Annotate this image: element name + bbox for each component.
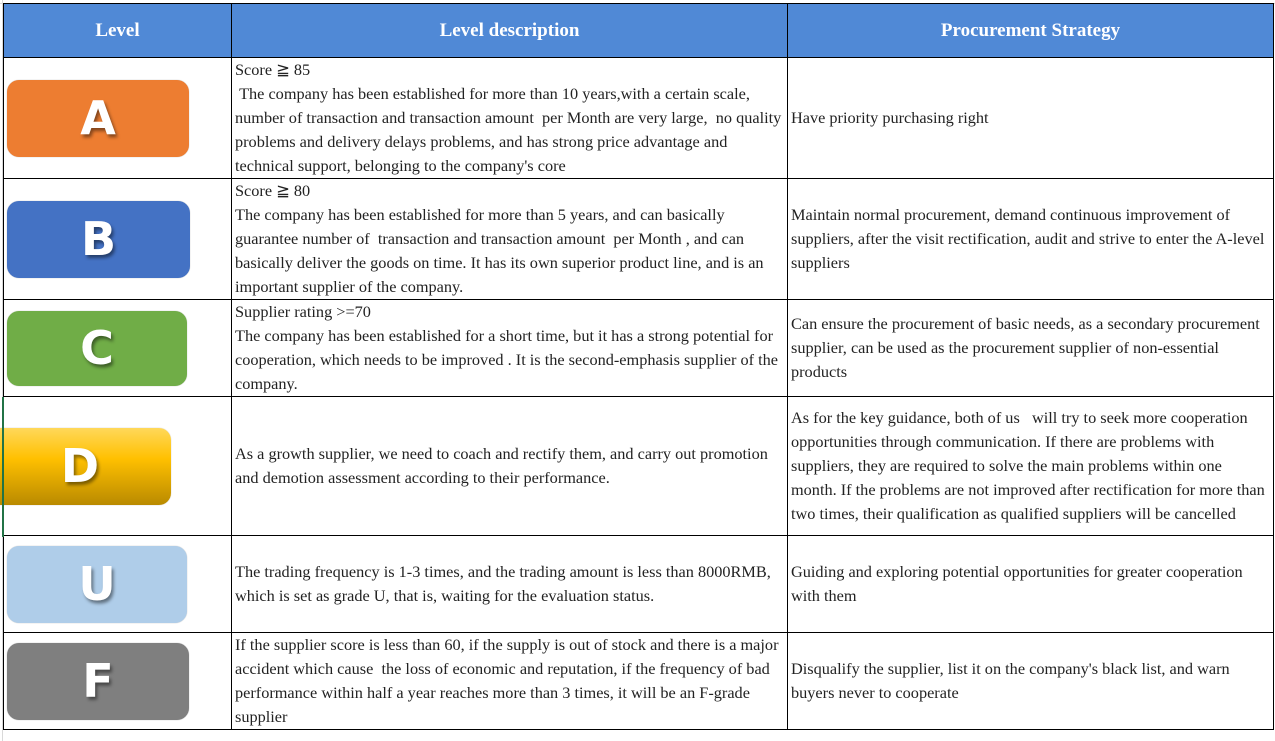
table-row-level-d: [4, 397, 1274, 536]
grade-badge-u: U: [7, 546, 187, 623]
grade-badge-f: F: [7, 643, 189, 720]
strategy-cell[interactable]: [788, 633, 1274, 730]
strategy-cell[interactable]: [788, 179, 1274, 300]
strategy-text: Guiding and exploring potential opportunities for greater cooperation with them: [791, 562, 1247, 605]
supplier-grade-table: [3, 3, 1274, 730]
description-text: The company has been established for more than 10 years,with a certain scale, number of transaction and transaction amount per Month are very large, no quality problems and delivery delays problems, and has strong price advantage and technical support, belonging to the company's core: [235, 84, 786, 175]
grade-badge-d: D: [0, 428, 171, 505]
description-cell[interactable]: [232, 58, 788, 179]
level-cell[interactable]: [4, 536, 232, 633]
description-text: If the supplier score is less than 60, if the supply is out of stock and there is a major accident which cause the loss of economic and reputation, if the frequency of bad performance within half a year reaches more than 3 times, it will be an F-grade supplier: [235, 635, 783, 726]
grade-badge-a: A: [7, 80, 189, 157]
strategy-text: As for the key guidance, both of us will try to seek more cooperation opportunities through communication. If there are problems with suppliers, they are required to solve the main problems within one month. If the problems are not improved after rectification for more than two times, their qualification as qualified suppliers will be cancelled: [791, 408, 1269, 523]
description-text: As a growth supplier, we need to coach and rectify them, and carry out promotion and demotion assessment according to their performance.: [235, 444, 772, 487]
table-row-level-u: [4, 536, 1274, 633]
strategy-text: Disqualify the supplier, list it on the company's black list, and warn buyers never to cooperate: [791, 659, 1234, 702]
header-row: [4, 4, 1274, 58]
description-text: The company has been established for more than 5 years, and can basically guarantee number of transaction and transaction amount per Month , and can basically deliver the goods on time. It has its own superior product line, and is an important supplier of the company.: [235, 205, 768, 296]
description-text: The company has been established for a short time, but it has a strong potential for cooperation, which needs to be improved . It is the second-emphasis supplier of the company.: [235, 326, 783, 393]
description-cell[interactable]: [232, 179, 788, 300]
level-cell[interactable]: [4, 300, 232, 397]
level-cell[interactable]: [4, 633, 232, 730]
level-cell[interactable]: [4, 397, 232, 536]
table-row-level-b: [4, 179, 1274, 300]
score-criterion: Score ≧ 80: [235, 181, 311, 200]
active-row-indicator: [2, 397, 4, 537]
description-cell[interactable]: [232, 633, 788, 730]
description-text: The trading frequency is 1-3 times, and the trading amount is less than 8000RMB, which is set as grade U, that is, waiting for the evaluation status.: [235, 562, 775, 605]
score-criterion: Supplier rating >=70: [235, 302, 371, 321]
strategy-cell[interactable]: [788, 536, 1274, 633]
description-cell[interactable]: [232, 397, 788, 536]
header-procurement-strategy[interactable]: Procurement Strategy: [788, 4, 1274, 58]
strategy-cell[interactable]: [788, 58, 1274, 179]
description-cell[interactable]: [232, 300, 788, 397]
strategy-cell[interactable]: [788, 397, 1274, 536]
level-cell[interactable]: [4, 58, 232, 179]
grade-badge-c: C: [7, 311, 187, 386]
score-criterion: Score ≧ 85: [235, 60, 311, 79]
table-row-level-c: [4, 300, 1274, 397]
header-level[interactable]: Level: [4, 4, 232, 58]
description-cell[interactable]: [232, 536, 788, 633]
table-row-level-a: [4, 58, 1274, 179]
table-row-level-f: [4, 633, 1274, 730]
header-level-description[interactable]: Level description: [232, 4, 788, 58]
strategy-text: Can ensure the procurement of basic needs, as a secondary procurement supplier, can be used as the procurement supplier of non-essential products: [791, 314, 1264, 381]
strategy-text: Have priority purchasing right: [791, 108, 989, 127]
strategy-text: Maintain normal procurement, demand continuous improvement of suppliers, after the visit rectification, audit and strive to enter the A-level suppliers: [791, 205, 1269, 272]
strategy-cell[interactable]: [788, 300, 1274, 397]
grade-badge-b: B: [7, 201, 190, 278]
level-cell[interactable]: [4, 179, 232, 300]
